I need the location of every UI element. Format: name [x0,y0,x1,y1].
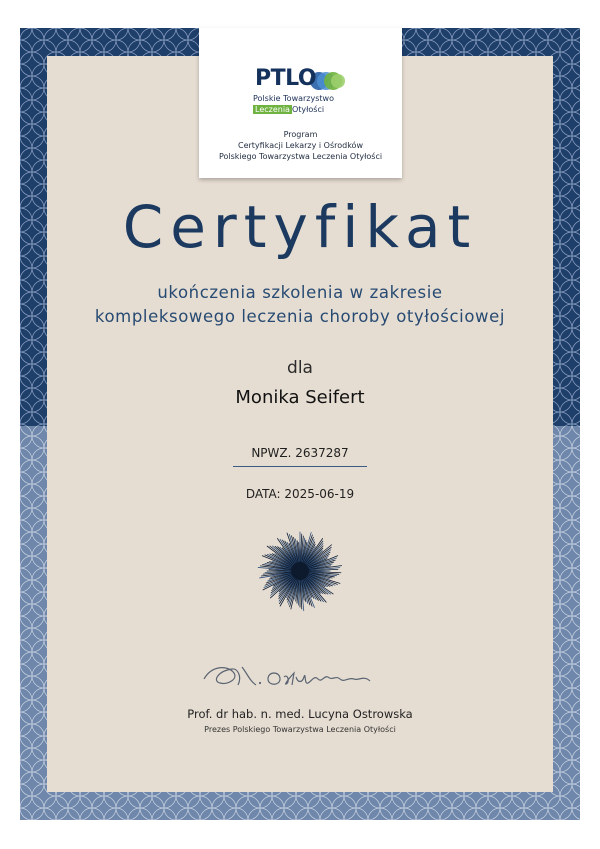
subtitle-line1: ukończenia szkolenia w zakresie [157,283,443,302]
npwz-number: NPWZ. 2637287 [233,446,367,467]
subtitle-line2: kompleksowego leczenia choroby otyłościowej [94,307,506,326]
logo-wordmark: PTLO [255,66,317,91]
signatory-role: Prezes Polskiego Towarzystwa Leczenia Otyłości [204,725,396,734]
logo-society-line1: Polskie Towarzystwo [253,94,334,103]
logo-highlight: Leczenia [255,105,290,114]
program-line1: Program [283,130,318,139]
program-line3: Polskiego Towarzystwa Leczenia Otyłości [218,152,383,161]
recipient-name: Monika Seifert [235,387,365,408]
signature-icon [198,655,388,695]
certificate-subtitle [0,281,600,329]
for-label: dla [287,358,313,378]
certificate-date: DATA: 2025-06-19 [245,487,355,501]
logo-society-line2 [253,105,373,114]
certificate-title: Certyfikat [122,193,478,261]
logo-line2-rest: Otyłości [291,105,325,114]
signatory-name: Prof. dr hab. n. med. Lucyna Ostrowska [187,707,413,721]
program-line2: Certyfikacji Lekarzy i Ośrodków [238,141,363,150]
seal-icon [251,525,349,617]
program-text [199,129,402,162]
logo-card [199,28,402,178]
